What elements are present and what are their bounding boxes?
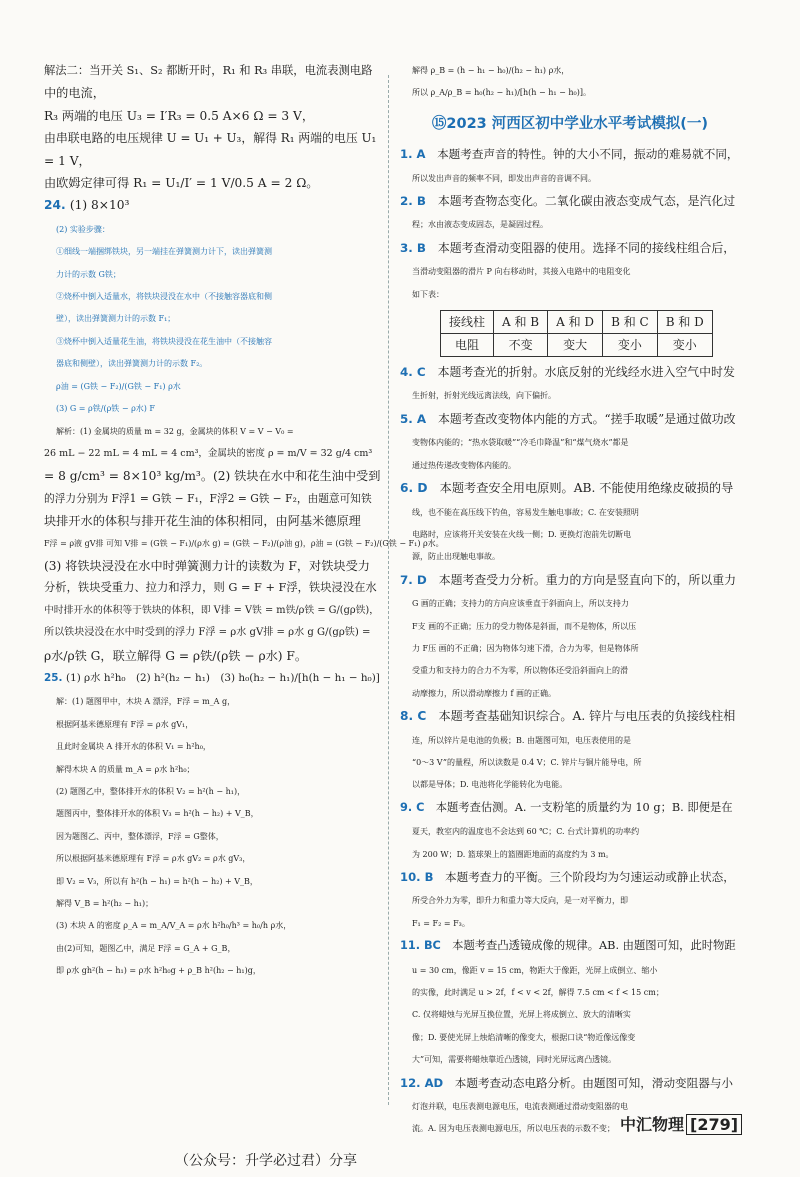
resistance-table [440,310,713,357]
question-line: 11. BC 本题考查凸透镜成像的规律。AB. 由题图可知，此时物距 [400,939,736,953]
text-line: 力 F压 画的不正确；因为物体匀速下滑，合力为零，但是物体所 [412,643,639,653]
text-line: 所以铁块浸没在水中时受到的浮力 F浮 = ρ水 gV排 = ρ水 g G/(gρ铁) = [44,627,371,639]
table-cell: A 和 B [494,311,548,334]
question-line: 12. AD 本题考查动态电路分析。由题图可知，滑动变阻器与小 [400,1075,734,1090]
text-line: 解：(1) 题图甲中，木块 A 漂浮，F浮 = m_A g， [56,697,236,707]
text-line: G 画的正确；支持力的方向应该垂直于斜面向上，所以支持力 [412,599,629,609]
question-line: 3. B 本题考查滑动变阻器的使用。选择不同的接线柱组合后， [400,240,736,255]
text-line: 解析：(1) 金属块的质量 m = 32 g，金属块的体积 V = V − V₀ = [56,426,294,436]
table-cell: 不变 [494,334,548,357]
text-line: = 8 g/cm³ = 8×10³ kg/m³。(2) 铁块在水中和花生油中受到 [44,469,381,484]
text-line: ③烧杯中倒入适量花生油，将铁块浸没在花生油中（不接触容 [56,336,272,346]
text-line: (3) 将铁块浸没在水中时弹簧测力计的读数为 F，对铁块受力 [44,558,370,573]
text-line: F₁ = F₂ = F₃。 [412,918,470,928]
question-number: 8. C [400,709,427,724]
text-line: (2) 实验步骤： [56,224,110,234]
question-number: 3. B [400,240,426,255]
question-number: 6. D [400,481,428,496]
table-cell: 变小 [603,334,658,357]
question-line: 24. (1) 8×10³ [44,198,130,213]
question-number: 9. C [400,800,425,814]
table-cell: A 和 D [548,311,603,334]
text-line: 中时排开水的体积等于铁块的体积，即 V排 = V铁 = m铁/ρ铁 = G/(gρ铁)， [44,604,380,616]
question-line: 10. B 本题考查力的平衡。三个阶段均为匀速运动或静止状态， [400,870,735,884]
text-line: 像；D. 要使光屏上烛焰清晰的像变大，根据口诀“物近像远像变 [412,1032,636,1042]
text-line: 解法二：当开关 S₁、S₂ 都断开时，R₁ 和 R₃ 串联，电流表测电路 [44,64,373,77]
text-line: 变物体内能的；“热水袋取暖”“冷毛巾降温”和“煤气烧水”都是 [412,438,629,448]
text-line: 因为题图乙、丙中，整体漂浮，F浮 = G整体， [56,831,224,841]
question-line: 4. C 本题考查光的折射。水底反射的光线经水进入空气中时发 [400,365,735,380]
table-cell: B 和 C [603,311,658,334]
text-line: 通过热传递改变物体内能的。 [412,460,516,470]
text-line: “0～3 V”的量程，所以读数是 0.4 V；C. 锌片与铜片能导电，所 [412,757,642,767]
text-line: 当滑动变阻器的滑片 P 向右移动时，其接入电路中的电阻变化 [412,267,631,277]
question-line: 1. A 本题考查声音的特性。钟的大小不同，振动的难易就不同， [400,147,739,162]
question-number: 12. AD [400,1075,444,1090]
text-line: 连，所以锌片是电池的负极；B. 由题图可知，电压表使用的是 [412,735,631,745]
text-line: ρ油 = (G铁 − F₂)/(G铁 − F₁) ρ水 [56,381,181,391]
question-number: 7. D [400,572,427,587]
text-line: 即 ρ水 gh²(h − h₁) = ρ水 h²h₀g + ρ_B h²(h₂ − h₁)g， [56,966,261,976]
text-line: 如下表： [412,289,444,299]
text-line: F支 画的不正确；压力的受力物体是斜面，而不是物体，所以压 [412,621,637,631]
table-cell: 接线柱 [441,311,494,334]
page-footer [620,1112,742,1135]
question-line: 8. C 本题考查基础知识综合。A. 锌片与电压表的负接线柱相 [400,709,736,724]
text-line: 分析，铁块受重力、拉力和浮力，则 G = F + F浮，铁块浸没在水 [44,581,377,595]
text-line: 电路时，应该将开关安装在火线一侧；D. 更换灯泡前先切断电 [412,529,632,539]
text-line: 解得 V_B = h²(h₂ − h₁)； [56,899,154,909]
text-line: 程；水由液态变成固态，是凝固过程。 [412,220,548,230]
table-row [441,311,713,334]
question-line: 7. D 本题考查受力分析。重力的方向是竖直向下的，所以重力 [400,572,736,587]
text-line: 所以发出声音的频率不同，即发出声音的音调不同。 [412,173,596,183]
text-line: 生折射，折射光线远离法线，向下偏折。 [412,391,556,401]
text-line: = 1 V， [44,153,91,168]
text-line: 由(2)可知，题图乙中，满足 F浮 = G_A + G_B， [56,943,236,953]
text-line: 且此时金属块 A 排开水的体积 V₁ = h²h₀， [56,742,211,752]
text-line: F浮 = ρ液 gV排 可知 V排 = (G铁 − F₁)/(ρ水 g) = (G铁 − F₂)/(ρ油 g)，ρ油 = (G铁 − F₂)/(G铁 − F₁) ρ水。 [44,538,444,548]
right-column [400,60,740,1141]
text-line: 线，也不能在高压线下钓鱼，容易发生触电事故；C. 在安装照明 [412,507,639,517]
text-line: 即 V₂ = V₃，所以有 h²(h − h₁) = h²(h − h₂) + V_B， [56,876,258,886]
text-line: 器底和侧壁），读出弹簧测力计的示数 F₂。 [56,359,208,369]
text-line: 夏天，教室内的温度也不会达到 60 ℃；C. 台式计算机的功率约 [412,827,640,837]
table-cell: 电阻 [441,334,494,357]
text-line: C. 仅将蜡烛与光屏互换位置，光屏上将成倒立、放大的清晰实 [412,1010,631,1020]
text-line: ①细线一端捆绑铁块，另一端挂在弹簧测力计下，读出弹簧测 [56,247,272,257]
column-divider [388,75,389,1105]
text-line: 题图丙中，整体排开水的体积 V₃ = h²(h − h₂) + V_B， [56,809,259,819]
text-line: 受重力和支持力的合力不为零，所以物体还受沿斜面向上的滑 [412,666,628,676]
text-line: 26 mL − 22 mL = 4 mL = 4 cm³，金属块的密度 ρ = m/V = 32 g/4 cm³ [44,447,373,459]
question-line: 6. D 本题考查安全用电原则。AB. 不能使用绝缘皮破损的导 [400,481,734,496]
table-row [441,334,713,357]
text-line: 以都是导体；D. 电池将化学能转化为电能。 [412,780,568,790]
text-line: 解得木块 A 的质量 m_A = ρ水 h²h₀； [56,764,195,774]
text-line: 壁），读出弹簧测力计的示数 F₁； [56,314,176,324]
text-line: 根据阿基米德原理有 F浮 = ρ水 gV₁， [56,719,194,729]
text-line: (3) 木块 A 的密度 ρ_A = m_A/V_A = ρ水 h²h₀/h³ = h₀/h ρ水， [56,921,292,931]
share-note: （公众号：升学必过君）分享 [175,1153,357,1169]
question-line: 25. (1) ρ水 h²h₀ (2) h²(h₂ − h₁) (3) h₀(h₂ − h₁)/[h(h − h₁ − h₀)] [44,671,380,684]
text-line: 的浮力分别为 F浮1 = G铁 − F₁，F浮2 = G铁 − F₂，由题意可知铁 [44,491,372,505]
text-line: (3) G = ρ铁/(ρ铁 − ρ水) F [56,404,155,414]
text-line: 由欧姆定律可得 R₁ = U₁/I′ = 1 V/0.5 A = 2 Ω。 [44,176,319,191]
text-line: 灯泡并联，电压表测电源电压，电流表测通过滑动变阻器的电 [412,1102,628,1112]
brand-name: 中汇物理 [620,1115,685,1134]
question-number: 11. BC [400,939,441,953]
table-cell: B 和 D [657,311,712,334]
question-number: 2. B [400,194,426,209]
question-number: 4. C [400,365,426,380]
text-line: u = 30 cm，像距 v = 15 cm，物距大于像距，光屏上成倒立、缩小 [412,965,658,975]
text-line: R₃ 两端的电压 U₃ = I′R₃ = 0.5 A×6 Ω = 3 V， [44,108,315,123]
text-line: 的实像，此时满足 u > 2f，f < v < 2f，解得 7.5 cm < f < 15 cm； [412,988,664,998]
text-line: 大”可知，需要将蜡烛靠近凸透镜，同时光屏远离凸透镜。 [412,1055,617,1065]
text-line: 所受合外力为零，即升力和重力等大反向，是一对平衡力，即 [412,896,628,906]
question-number: 25. [44,671,67,684]
question-line: 5. A 本题考查改变物体内能的方式。“搓手取暖”是通过做功改 [400,411,736,426]
text-line: 源，防止出现触电事故。 [412,552,500,562]
text-line: 块排开水的体积与排开花生油的体积相同，由阿基米德原理 [44,514,361,529]
text-line: 动摩擦力，所以滑动摩擦力 f 画的正确。 [412,688,557,698]
text-line: 为 200 W；D. 篮球架上的篮圈距地面的高度约为 3 m。 [412,849,614,859]
question-line: 9. C 本题考查估测。A. 一支粉笔的质量约为 10 g；B. 即便是在 [400,800,733,814]
question-number: 1. A [400,147,426,162]
section-title: ⑮2023 河西区初中学业水平考试模拟(一) [431,115,709,132]
question-number: 10. B [400,870,434,884]
text-line: 流。A. 因为电压表测电源电压，所以电压表的示数不变； [412,1124,615,1134]
question-number: 5. A [400,411,427,426]
table-cell: 变小 [657,334,712,357]
page-number: [279] [686,1114,742,1135]
text-line: 由串联电路的电压规律 U = U₁ + U₃，解得 R₁ 两端的电压 U₁ [44,131,377,146]
question-number: 24. [44,198,70,213]
text-line: ②烧杯中倒入适量水，将铁块浸没在水中（不接触容器底和侧 [56,292,272,302]
text-line: 所以根据阿基米德原理有 F浮 = ρ水 gV₂ = ρ水 gV₃， [56,854,251,864]
question-line: 2. B 本题考查物态变化。二氧化碳由液态变成气态，是汽化过 [400,194,736,209]
table-cell: 变大 [548,334,603,357]
text-line: (2) 题图乙中，整体排开水的体积 V₂ = h²(h − h₁)， [56,787,246,796]
text-line: 力计的示数 G铁； [56,269,121,279]
text-line: 中的电流， [44,86,105,101]
text-line: 所以 ρ_A/ρ_B = h₀(h₂ − h₁)/[h(h − h₁ − h₀)]。 [412,88,591,98]
text-line: ρ水/ρ铁 G，联立解得 G = ρ铁/(ρ铁 − ρ水) F。 [44,648,308,663]
text-line: 解得 ρ_B = (h − h₁ − h₀)/(h₂ − h₁) ρ水， [412,66,570,75]
